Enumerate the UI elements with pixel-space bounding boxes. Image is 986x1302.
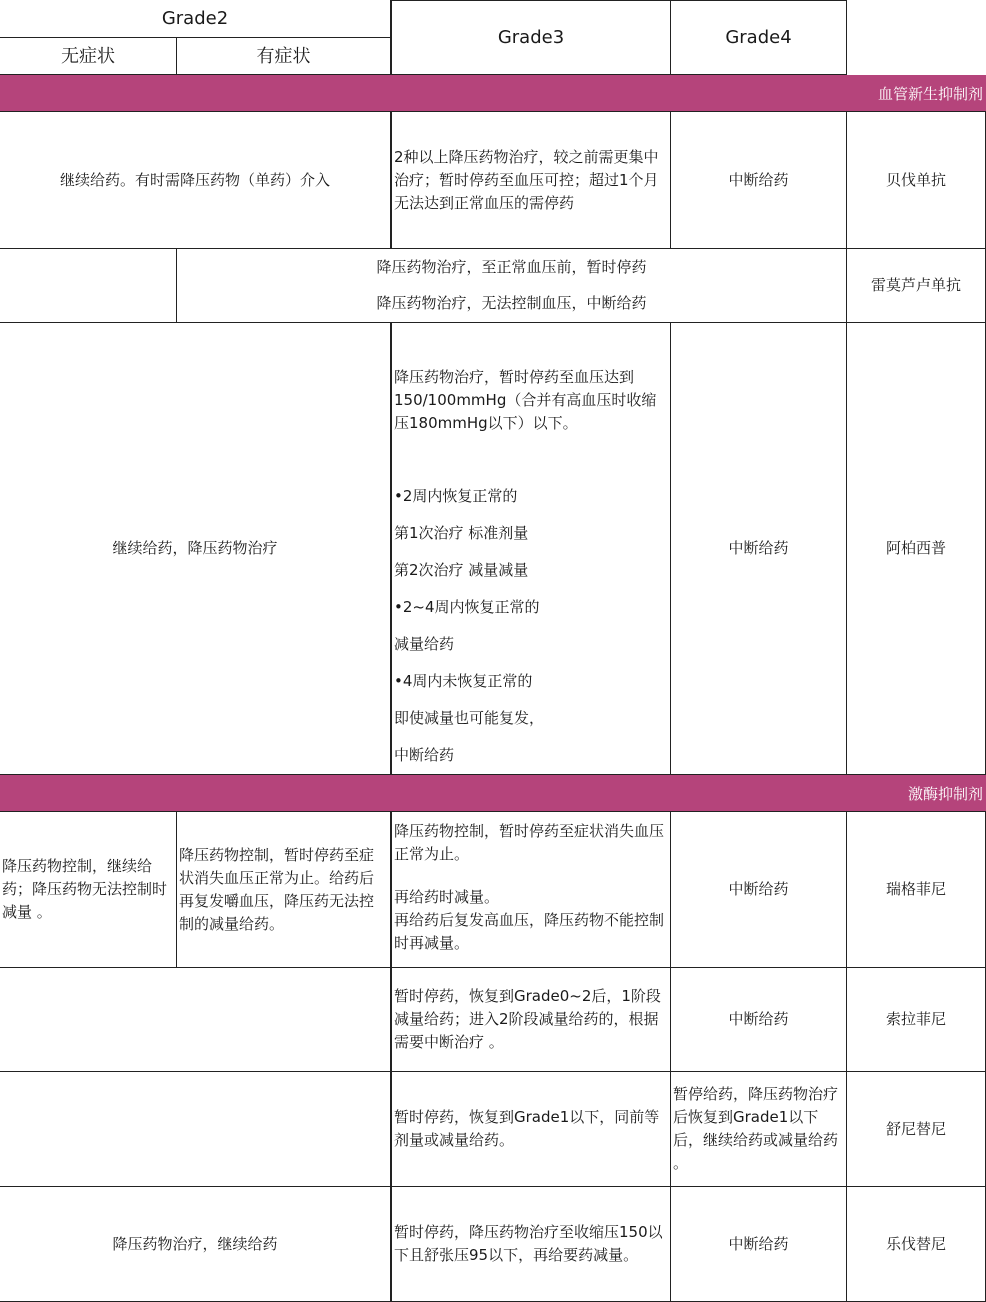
ramucirumab-body — [177, 249, 847, 323]
lenvatinib-grade4: 中断给药 — [671, 1187, 847, 1302]
aflibercept-grade3-line: •2~4周内恢复正常的 — [394, 598, 540, 616]
aflibercept-grade3-line: 第2次治疗 减量减量 — [394, 561, 529, 579]
sorafenib-grade4: 中断给药 — [671, 968, 847, 1072]
ramucirumab-empty — [0, 249, 177, 323]
regorafenib-asymptomatic: 降压药物控制，继续给药；降压药物无法控制时减量 。 — [0, 812, 177, 968]
regorafenib-drug: 瑞格菲尼 — [847, 812, 986, 968]
aflibercept-grade3-line: 中断给药 — [394, 746, 455, 764]
sunitinib-grade3: 暂时停药，恢复到Grade1以下，同前等剂量或减量给药。 — [391, 1072, 671, 1187]
header-grade2: Grade2 — [0, 0, 391, 38]
aflibercept-drug: 阿柏西普 — [847, 323, 986, 775]
regorafenib-grade4: 中断给药 — [671, 812, 847, 968]
sunitinib-grade4: 暂停给药，降压药物治疗后恢复到Grade1以下后，继续给药或减量给药 。 — [671, 1072, 847, 1187]
section-label: 血管新生抑制剂 — [877, 84, 983, 103]
aflibercept-grade3-line: •2周内恢复正常的 — [394, 487, 518, 505]
aflibercept-grade2: 继续给药，降压药物治疗 — [0, 323, 391, 775]
ramucirumab-line1: 降压药物治疗，至正常血压前，暂时停药 — [376, 258, 647, 276]
regorafenib-grade3-b: 再给药时减量。 — [394, 888, 500, 906]
sorafenib-grade3: 暂时停药，恢复到Grade0~2后，1阶段减量给药；进入2阶段减量给药的，根据需要中断治疗 。 — [391, 968, 671, 1072]
section-band-angiogenesis — [0, 75, 986, 112]
aflibercept-grade3-line: 即使减量也可能复发， — [394, 709, 545, 727]
lenvatinib-grade3: 暂时停药，降压药物治疗至收缩压150以下且舒张压95以下，再给要药减量。 — [391, 1187, 671, 1302]
aflibercept-grade3-line: 第1次治疗 标准剂量 — [394, 524, 529, 542]
lenvatinib-drug: 乐伐替尼 — [847, 1187, 986, 1302]
aflibercept-grade3-line: •4周内未恢复正常的 — [394, 672, 533, 690]
sorafenib-grade2-empty — [0, 968, 391, 1072]
regorafenib-grade3 — [391, 812, 671, 968]
bevacizumab-grade2: 继续给药。有时需降压药物（单药）介入 — [0, 112, 391, 249]
section-band-kinase — [0, 775, 986, 812]
header-asymptomatic: 无症状 — [0, 38, 177, 75]
sorafenib-drug: 索拉菲尼 — [847, 968, 986, 1072]
header-grade3: Grade3 — [391, 0, 671, 75]
bevacizumab-drug: 贝伐单抗 — [847, 112, 986, 249]
bevacizumab-grade4: 中断给药 — [671, 112, 847, 249]
aflibercept-grade3 — [391, 323, 671, 775]
regorafenib-symptomatic: 降压药物控制，暂时停药至症状消失血压正常为止。给药后再复发嚼血压，降压药无法控制的减量给药。 — [177, 812, 391, 968]
regorafenib-grade3-a: 降压药物控制，暂时停药至症状消失血压正常为止。 — [394, 822, 665, 863]
header-grade4: Grade4 — [671, 0, 847, 75]
aflibercept-grade3-intro: 降压药物治疗，暂时停药至血压达到150/100mmHg（合并有高血压时收缩压180mmHg以下）以下。 — [394, 368, 657, 432]
section-label: 激酶抑制剂 — [907, 784, 983, 803]
aflibercept-grade4: 中断给药 — [671, 323, 847, 775]
ramucirumab-drug: 雷莫芦卢单抗 — [847, 249, 986, 323]
regorafenib-grade3-c: 再给药后复发高血压，降压药物不能控制时再减量。 — [394, 911, 665, 952]
ramucirumab-line2: 降压药物治疗，无法控制血压，中断给药 — [376, 294, 647, 312]
lenvatinib-grade2: 降压药物治疗，继续给药 — [0, 1187, 391, 1302]
sunitinib-grade2-empty — [0, 1072, 391, 1187]
header-symptomatic: 有症状 — [177, 38, 391, 75]
bevacizumab-grade3: 2种以上降压药物治疗，较之前需更集中治疗；暂时停药至血压可控；超过1个月无法达到正常血压的需停药 — [391, 112, 671, 249]
sunitinib-drug: 舒尼替尼 — [847, 1072, 986, 1187]
aflibercept-grade3-line: 减量给药 — [394, 635, 455, 653]
